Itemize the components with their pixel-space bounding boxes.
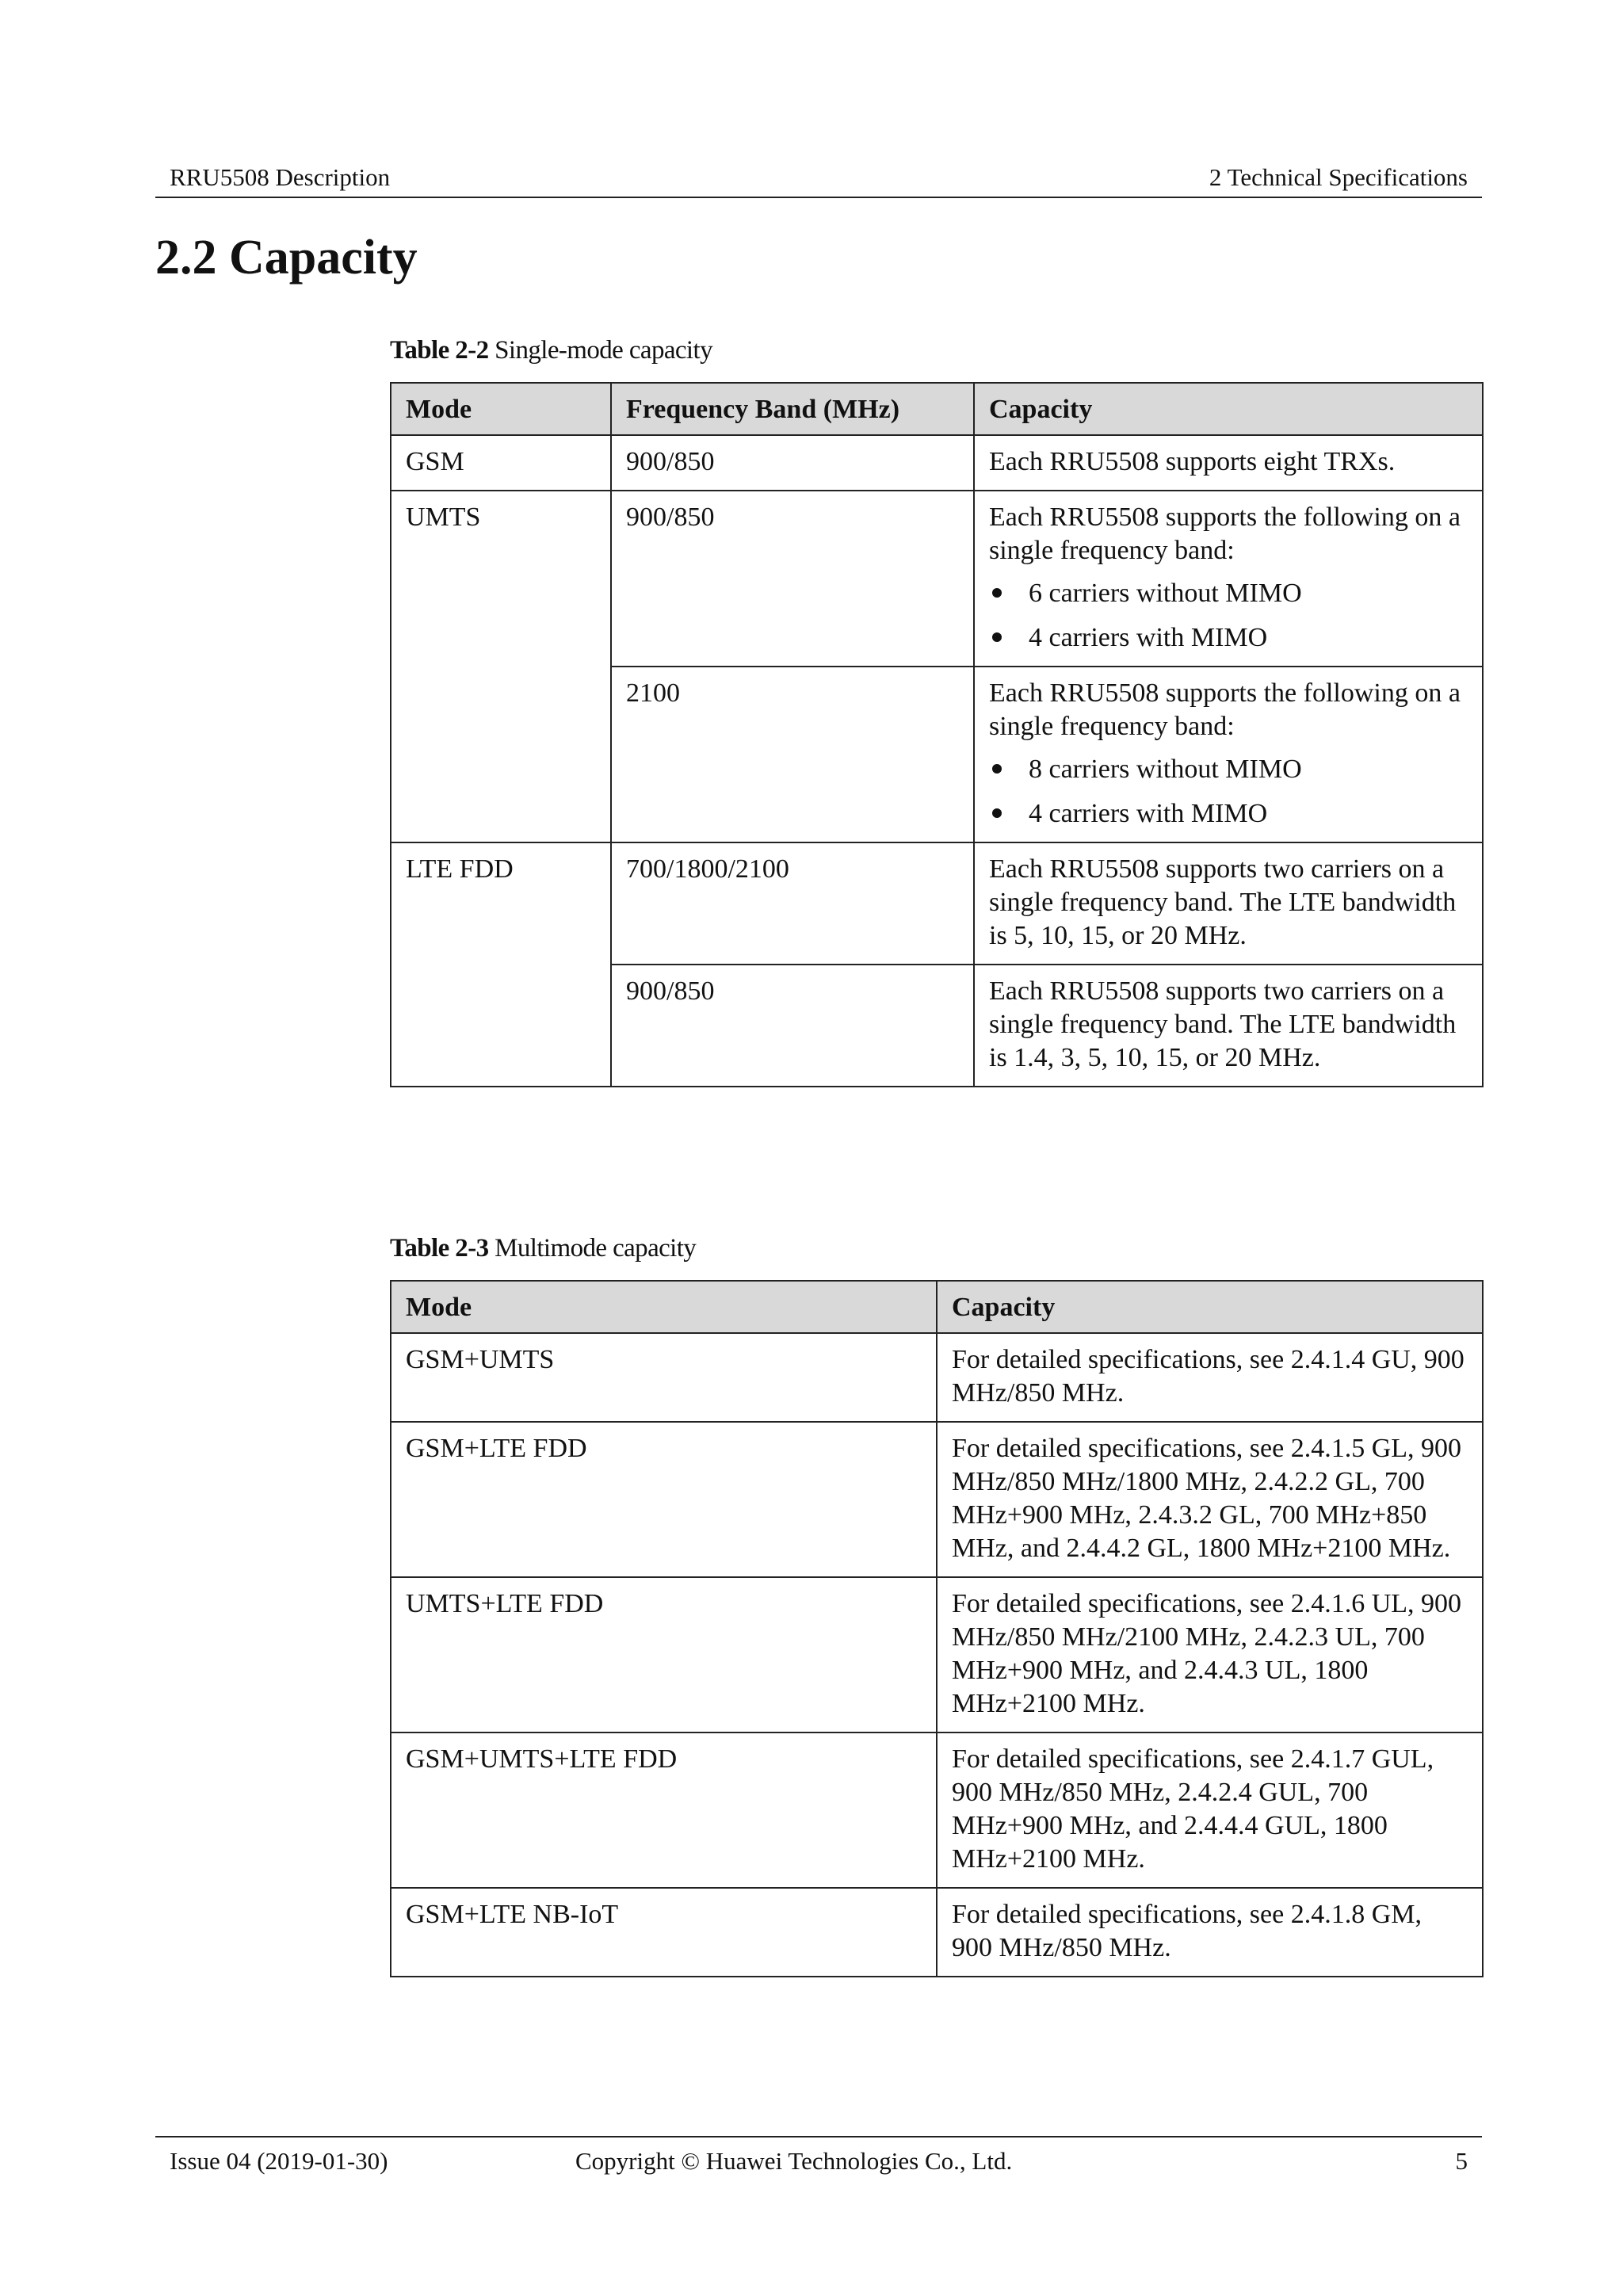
caption-text: Single-mode capacity — [495, 336, 712, 365]
table-row — [391, 1333, 1483, 1422]
bullet-item: 8 carriers without MIMO — [989, 753, 1468, 786]
cell-capacity: For detailed specifications, see 2.4.1.6 UL, 900 MHz/850 MHz/2100 MHz, 2.4.2.3 UL, 700 MHz+900 MHz, and 2.4.4.3 UL, 1800 MHz+2100 MHz. — [937, 1577, 1483, 1733]
cell-capacity: For detailed specifications, see 2.4.1.7 GUL, 900 MHz/850 MHz, 2.4.2.4 GUL, 700 MHz+900 MHz, and 2.4.4.4 GUL, 1800 MHz+2100 MHz. — [937, 1733, 1483, 1888]
table-row — [391, 435, 1483, 491]
bullet-item: 4 carriers with MIMO — [989, 797, 1468, 831]
table-row — [391, 1422, 1483, 1577]
column-header-frequency-band: Frequency Band (MHz) — [611, 383, 974, 435]
table-row — [391, 842, 1483, 965]
caption-label: Table 2-3 — [390, 1234, 489, 1263]
cell-mode: UMTS — [391, 491, 611, 842]
column-header-capacity: Capacity — [937, 1281, 1483, 1333]
caption-label: Table 2-2 — [390, 336, 489, 365]
cell-mode: UMTS+LTE FDD — [391, 1577, 937, 1733]
column-header-mode: Mode — [391, 1281, 937, 1333]
multimode-capacity-table — [390, 1280, 1484, 1977]
table-2-2-caption — [390, 336, 712, 365]
bullet-list — [989, 753, 1468, 831]
column-header-capacity: Capacity — [974, 383, 1483, 435]
cell-mode: GSM+LTE FDD — [391, 1422, 937, 1577]
cell-band: 900/850 — [611, 491, 974, 667]
capacity-text: Each RRU5508 supports the following on a single frequency band: — [989, 502, 1461, 565]
cell-capacity: Each RRU5508 supports two carriers on a single frequency band. The LTE bandwidth is 5, 10, 15, or 20 MHz. — [974, 842, 1483, 965]
header-document-title: RRU5508 Description — [170, 163, 391, 191]
table-header-row — [391, 1281, 1483, 1333]
page-footer — [155, 2136, 1482, 2185]
cell-capacity: For detailed specifications, see 2.4.1.8 GM, 900 MHz/850 MHz. — [937, 1888, 1483, 1977]
table-header-row — [391, 383, 1483, 435]
page-header — [155, 160, 1482, 198]
capacity-text: Each RRU5508 supports the following on a single frequency band: — [989, 678, 1461, 741]
table-row — [391, 1888, 1483, 1977]
cell-mode: LTE FDD — [391, 842, 611, 1087]
cell-capacity — [974, 667, 1483, 842]
cell-mode: GSM+UMTS — [391, 1333, 937, 1422]
section-title: 2.2 Capacity — [155, 231, 418, 285]
single-mode-capacity-table — [390, 382, 1484, 1087]
table-row — [391, 1733, 1483, 1888]
cell-band: 700/1800/2100 — [611, 842, 974, 965]
footer-page-number: 5 — [1455, 2147, 1468, 2175]
cell-band: 2100 — [611, 667, 974, 842]
cell-capacity: Each RRU5508 supports two carriers on a single frequency band. The LTE bandwidth is 1.4, 3, 5, 10, 15, or 20 MHz. — [974, 965, 1483, 1087]
bullet-item: 4 carriers with MIMO — [989, 621, 1468, 655]
caption-text: Multimode capacity — [495, 1234, 697, 1263]
cell-capacity: Each RRU5508 supports eight TRXs. — [974, 435, 1483, 491]
bullet-list — [989, 577, 1468, 655]
cell-mode: GSM — [391, 435, 611, 491]
cell-band: 900/850 — [611, 435, 974, 491]
table-2-3-caption — [390, 1234, 696, 1263]
table-row — [391, 491, 1483, 667]
cell-capacity: For detailed specifications, see 2.4.1.5 GL, 900 MHz/850 MHz/1800 MHz, 2.4.2.2 GL, 700 MHz+900 MHz, 2.4.3.2 GL, 700 MHz+850 MHz, and 2.4.4.2 GL, 1800 MHz+2100 MHz. — [937, 1422, 1483, 1577]
column-header-mode: Mode — [391, 383, 611, 435]
bullet-item: 6 carriers without MIMO — [989, 577, 1468, 610]
cell-mode: GSM+UMTS+LTE FDD — [391, 1733, 937, 1888]
header-chapter-title: 2 Technical Specifications — [1209, 163, 1468, 191]
cell-mode: GSM+LTE NB-IoT — [391, 1888, 937, 1977]
footer-issue: Issue 04 (2019-01-30) — [170, 2147, 388, 2175]
cell-capacity: For detailed specifications, see 2.4.1.4 GU, 900 MHz/850 MHz. — [937, 1333, 1483, 1422]
footer-copyright: Copyright © Huawei Technologies Co., Ltd. — [575, 2147, 1013, 2175]
table-row — [391, 1577, 1483, 1733]
cell-capacity — [974, 491, 1483, 667]
cell-band: 900/850 — [611, 965, 974, 1087]
